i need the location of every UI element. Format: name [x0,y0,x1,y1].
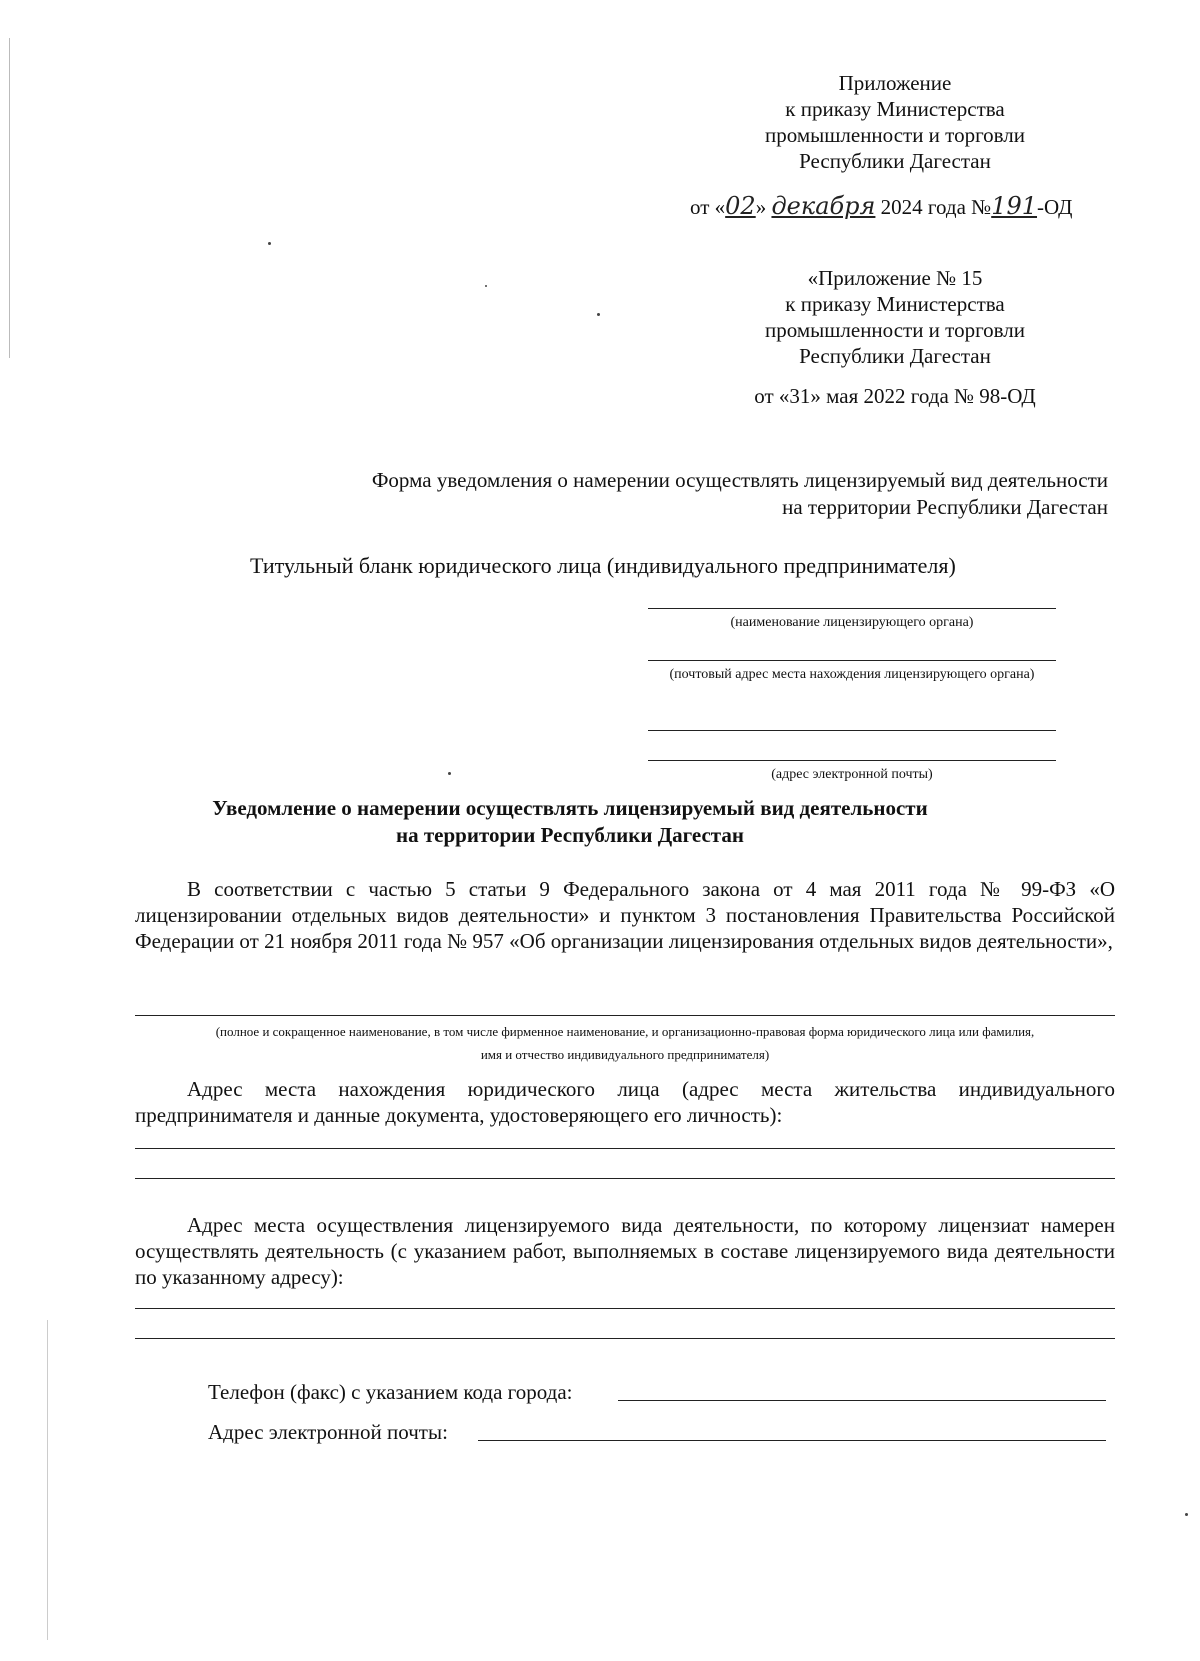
appendix-line: Приложение [838,71,952,95]
handwritten-month: декабря [771,192,876,220]
appendix-line: промышленности и торговли [764,123,1026,147]
email-line[interactable] [648,760,1056,761]
appendix15-line: «Приложение № 15 [807,266,983,290]
order-middle: » [755,195,767,219]
form-title [300,467,1108,521]
legal-address-line-2[interactable] [135,1178,1115,1179]
appendix15-header [730,265,1060,369]
phone-label: Телефон (факс) с указанием кода города: [208,1380,573,1404]
handwritten-number: 191 [991,192,1038,220]
postal-address-caption: (почтовый адрес места нахождения лицензирующего органа) [669,667,1035,682]
order-reference-previous: от «31» мая 2022 года № 98-ОД [754,384,1036,408]
legal-address-line-1[interactable] [135,1148,1115,1149]
handwritten-day: 02 [725,192,756,220]
activity-address-line-1[interactable] [135,1308,1115,1309]
phone-field[interactable] [618,1400,1106,1401]
form-title-line: на территории Республики Дагестан [782,495,1108,519]
email-label: Адрес электронной почты: [208,1420,448,1444]
appendix-line: к приказу Министерства [785,97,1005,121]
full-name-caption-2: имя и отчество индивидуального предпринимателя) [480,1047,770,1062]
licensing-body-caption: (наименование лицензирующего органа) [730,615,974,630]
appendix15-line: Республики Дагестан [799,344,991,368]
scan-edge-line [9,38,10,358]
scan-speck [1185,1513,1188,1516]
full-name-line[interactable] [135,1015,1115,1016]
scan-speck [448,772,451,775]
scan-speck [268,242,271,245]
postal-address-line[interactable] [648,660,1056,661]
email-field[interactable] [478,1440,1106,1441]
notice-title-line: Уведомление о намерении осуществлять лицензируемый вид деятельности [212,796,928,820]
appendix-header [730,70,1060,174]
scan-speck [597,313,600,316]
full-name-caption: (полное и сокращенное наименование, в том числе фирменное наименование, и организационно-правовая форма юридического лица или фамилия, [215,1024,1035,1039]
legal-address-paragraph: Адрес места нахождения юридического лица (адрес места жительства индивидуального предпринимателя и данные документа, удостоверяющего его личность): [135,1077,1115,1127]
appendix15-line: промышленности и торговли [764,318,1026,342]
intro-paragraph: В соответствии с частью 5 статьи 9 Федерального закона от 4 мая 2011 года № 99-ФЗ «О лицензировании отдельных видов деятельности» и пунктом 3 постановления Правительства Российской Федерации от 21 ноября 2011 года № 957 «Об организации лицензирования отдельных видов деятельности», [135,877,1115,953]
order-year: 2024 года № [880,195,992,219]
activity-address-line-2[interactable] [135,1338,1115,1339]
licensing-body-line[interactable] [648,608,1056,609]
email-caption: (адрес электронной почты) [771,767,933,782]
order-reference-current [690,192,1090,220]
form-title-line: Форма уведомления о намерении осуществлять лицензируемый вид деятельности [371,468,1108,492]
order-suffix: -ОД [1037,195,1073,219]
scan-edge-line [47,1320,48,1640]
notice-title-line: на территории Республики Дагестан [396,823,744,847]
appendix15-line: к приказу Министерства [785,292,1005,316]
scan-speck [485,285,487,287]
order-prefix: от « [690,195,726,219]
appendix-line: Республики Дагестан [799,149,991,173]
activity-address-paragraph: Адрес места осуществления лицензируемого вида деятельности, по которому лицензиат намерен осуществлять деятельность (с указанием работ, выполняемых в составе лицензируемого вида деятельности по указанному адресу): [135,1213,1115,1289]
blank-title: Титульный бланк юридического лица (индивидуального предпринимателя) [250,553,956,578]
notice-title [180,795,960,849]
postal-address-line-2[interactable] [648,730,1056,731]
